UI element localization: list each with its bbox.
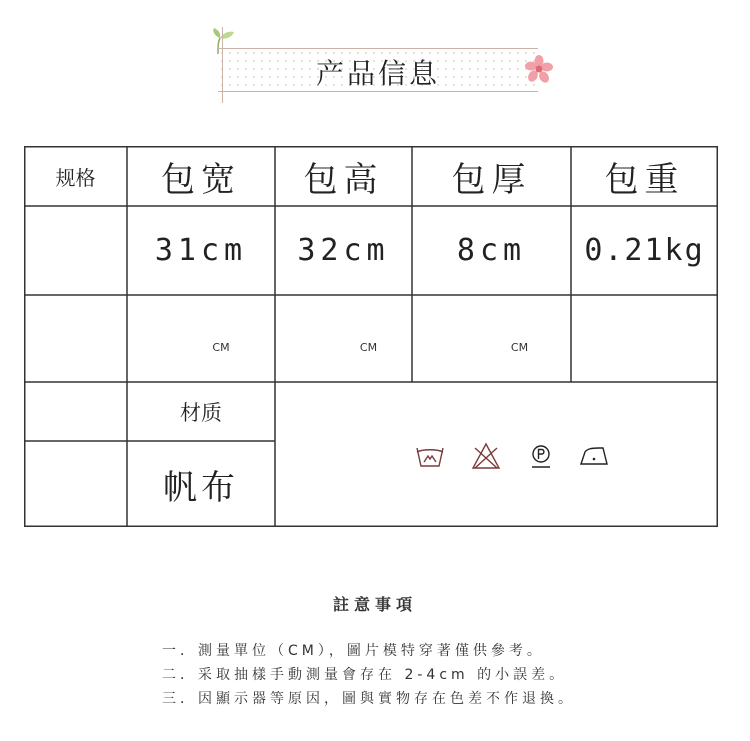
flower-icon xyxy=(524,54,554,84)
page-title: 产品信息 xyxy=(315,57,440,90)
material-label: 材质 xyxy=(180,400,222,425)
dry-clean-p-icon xyxy=(529,444,553,470)
note-item-1: 一．測量單位（CM），圖片模特穿著僅供參考。 xyxy=(162,643,545,659)
spec-label: 规格 xyxy=(55,165,96,190)
note-item-3: 三．因顯示器等原因，圖與實物存在色差不作退換。 xyxy=(162,691,576,707)
depth-unit: CM xyxy=(510,341,529,354)
note-item-2: 二．采取抽樣手動測量會存在 2-4cm 的小誤差。 xyxy=(162,667,568,683)
iron-low-icon xyxy=(579,446,609,468)
material-value: 帆布 xyxy=(163,467,239,508)
width-value: 31cm xyxy=(154,233,248,268)
product-info-table xyxy=(24,146,718,527)
col-weight-header: 包重 xyxy=(604,159,685,200)
notes-title: 註意事項 xyxy=(332,595,417,614)
height-unit: CM xyxy=(359,341,378,354)
no-bleach-icon xyxy=(471,442,501,470)
height-value: 32cm xyxy=(297,233,390,268)
col-width-header: 包宽 xyxy=(161,159,241,200)
header-banner xyxy=(218,48,538,92)
weight-value: 0.21kg xyxy=(584,233,705,268)
depth-value: 8cm xyxy=(456,233,527,268)
col-depth-header: 包厚 xyxy=(451,159,532,200)
col-height-header: 包高 xyxy=(303,159,384,200)
hand-wash-icon xyxy=(415,444,445,470)
width-unit: CM xyxy=(212,341,230,354)
